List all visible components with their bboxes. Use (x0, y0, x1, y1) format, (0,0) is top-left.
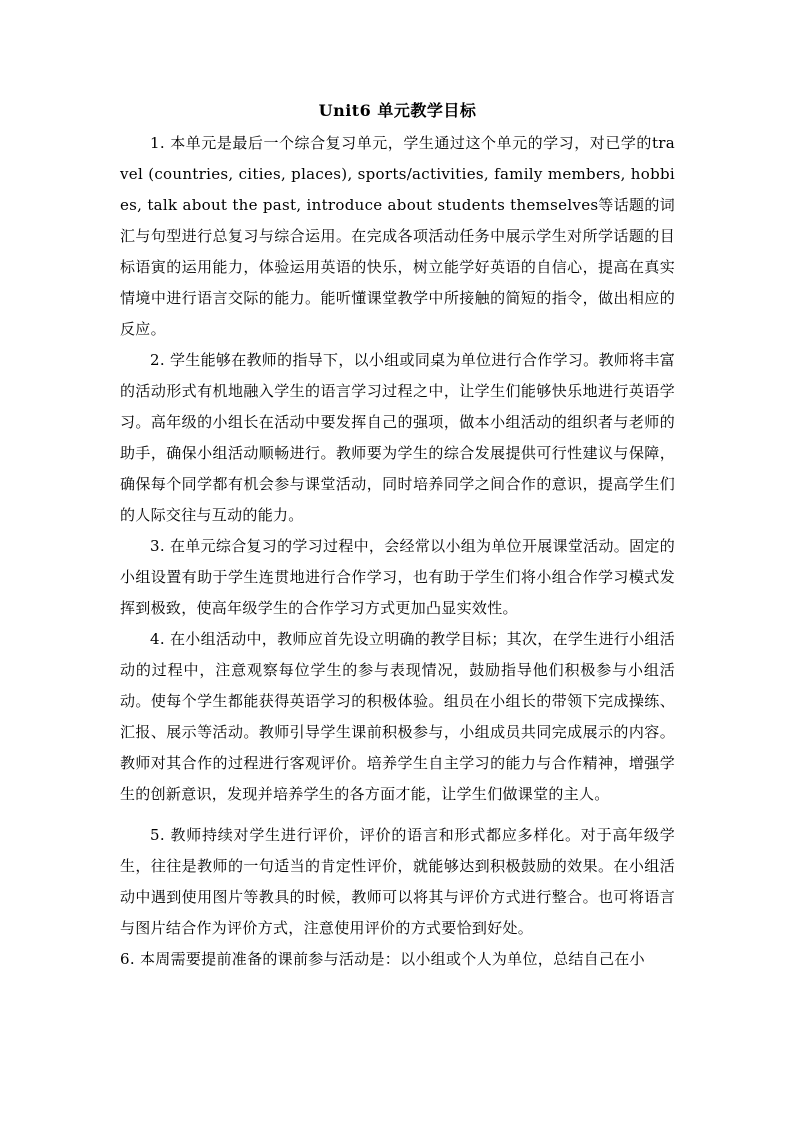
document-page (120, 97, 675, 975)
paragraph-4: 4. 在小组活动中，教师应首先设立明确的教学目标；其次，在学生进行小组活动的过程中，注意观察每位学生的参与表现情况，鼓励指导他们积极参与小组活动。使每个学生都能获得英语学习的积极体验。组员在小组长的带领下完成操练、汇报、展示等活动。教师引导学生课前积极参与，小组成员共同完成展示的内容。教师对其合作的过程进行客观评价。培养学生自主学习的能力与合作精神，增强学生的创新意识，发现并培养学生的各方面才能，让学生们做课堂的主人。 (120, 630, 675, 803)
paragraph-5: 5. 教师持续对学生进行评价，评价的语言和形式都应多样化。对于高年级学生，往往是教师的一句适当的肯定性评价，就能够达到积极鼓励的效果。在小组活动中遇到使用图片等教具的时候，教师可以将其与评价方式进行整合。也可将语言与图片结合作为评价方式，注意使用评价的方式要恰到好处。 (120, 826, 675, 937)
document-title: Unit6 单元教学目标 (318, 101, 477, 120)
paragraph-3: 3. 在单元综合复习的学习过程中，会经常以小组为单位开展课堂活动。固定的小组设置有助于学生连贯地进行合作学习，也有助于学生们将小组合作学习模式发挥到极致，使高年级学生的合作学习方式更加凸显实效性。 (120, 537, 675, 617)
paragraph-1: 1. 本单元是最后一个综合复习单元，学生通过这个单元的学习，对已学的travel (countries, cities, places), sports/activities, family members, hobbies, talk about the past, introduce about students themselves等话题的词汇与句型进行总复习与综合运用。在完成各项活动任务中展示学生对所学话题的目标语寅的运用能力，体验运用英语的快乐，树立能学好英语的自信心，提高在真实情境中进行语言交际的能力。能听懂课堂教学中所接触的简短的指令，做出相应的反应。 (120, 134, 675, 338)
paragraph-6: 6. 本周需要提前准备的课前参与活动是：以小组或个人为单位，总结自己在小 (120, 950, 645, 968)
paragraph-2: 2. 学生能够在教师的指导下，以小组或同桌为单位进行合作学习。教师将丰富的活动形式有机地融入学生的语言学习过程之中，让学生们能够快乐地进行英语学习。高年级的小组长在活动中要发挥自己的强项，做本小组活动的组织者与老师的助手，确保小组活动顺畅进行。教师要为学生的综合发展提供可行性建议与保障，确保每个同学都有机会参与课堂活动，同时培养同学之间合作的意识，提高学生们的人际交往与互动的能力。 (120, 351, 675, 524)
